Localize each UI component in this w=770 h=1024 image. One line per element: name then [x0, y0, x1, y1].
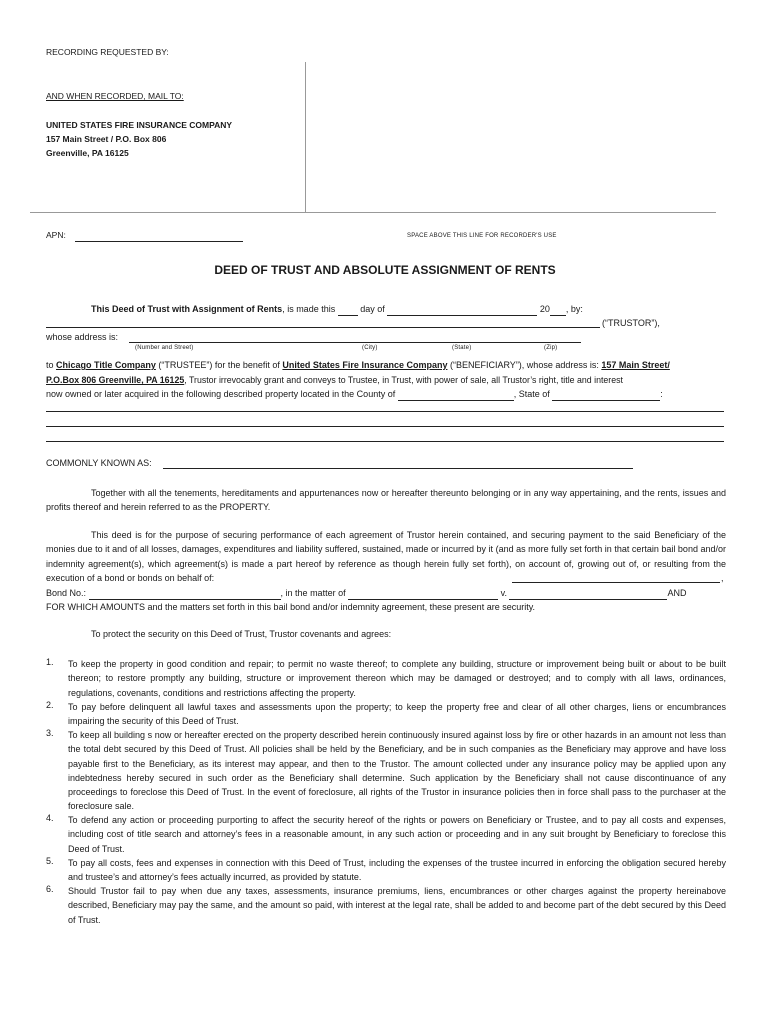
trustee-line-1	[46, 358, 726, 372]
covenant-number: 2.	[46, 700, 54, 710]
beneficiary-name: United States Fire Insurance Company	[282, 360, 448, 370]
defendant-field[interactable]	[509, 590, 667, 600]
trustee-mid-text: (“TRUSTEE”) for the benefit of	[155, 360, 283, 370]
recorder-line	[30, 212, 716, 213]
trustor-address-field[interactable]	[129, 342, 581, 343]
apn-field[interactable]	[75, 241, 243, 242]
covenant-number: 6.	[46, 884, 54, 894]
trustee-name: Chicago Title Company	[56, 360, 156, 370]
beneficiary-address-2: P.O.Box 806 Greenville, PA 16125	[46, 375, 185, 385]
covenant-text: To pay before delinquent all lawful taxes and assessments upon the property; to keep the property free and clear of all other charges, liens or encumbrances impairing the security of this Deed of Trust.	[68, 702, 726, 727]
county-text: now owned or later acquired in the following described property located in the County of	[46, 389, 396, 399]
beneficiary-mid-text: (“BENEFICIARY”), whose address is:	[447, 360, 602, 370]
day-field[interactable]	[338, 306, 358, 316]
month-field[interactable]	[387, 306, 537, 316]
covenant-text: Should Trustor fail to pay when due any taxes, assessments, insurance premiums, liens, encumbrances or other charges against the property hereinabove described, Beneficiary may pay the same, and the amount so paid, with interest at the legal rate, shall be added to and become part of the debt secured by this Deed of Trust.	[68, 886, 726, 925]
caption-state: (State)	[452, 345, 472, 351]
year-field[interactable]	[550, 306, 566, 316]
trustee-line-2	[46, 373, 726, 387]
bond-no-label: Bond No.:	[46, 588, 87, 598]
caption-zip: (Zip)	[544, 345, 558, 351]
bond-no-field[interactable]	[89, 590, 281, 600]
covenant-number: 4.	[46, 813, 54, 823]
grant-text: , Trustor irrevocably grant and conveys to Trustee, in Trust, with power of sale, all Trustor’s right, title and interest	[184, 375, 623, 385]
mail-address-line2: 157 Main Street / P.O. Box 806	[46, 134, 167, 144]
document-title: DEED OF TRUST AND ABSOLUTE ASSIGNMENT OF RENTS	[214, 263, 556, 277]
covenant-number: 3.	[46, 728, 54, 738]
in-matter-text: , in the matter of	[280, 588, 346, 598]
together-paragraph: Together with all the tenements, hereditaments and appurtenances now or hereafter thereunto belonging or in any way appertaining, and the rents, issues and profits thereof and herein referred to as the PROPERTY.	[46, 488, 726, 513]
covenant-text: To defend any action or proceeding purporting to affect the security hereof of the rights or powers on Beneficiary or Trustee, and to pay all costs and expenses, including cost of title search and attorney’s fees in a reasonable amount, in any such action or proceeding and in any suit brought by Beneficiary to foreclose this Deed of Trust.	[68, 815, 726, 854]
purpose-paragraph: This deed is for the purpose of securing performance of each agreement of Trustor herein contained, and securing payment to the said Beneficiary of the monies due to it and of all losses, damages, expenditures and liability suffered, sustained, made or incurred by it (and as more fully set forth in that certain bail bond and/or indemnity agreement(s), which agreement(s) is made a part hereof by reference as though herein fully set forth), on account of, growing out of, or resulting from the execution of a bond or bonds on behalf of:	[46, 530, 726, 583]
for-which-amounts: FOR WHICH AMOUNTS and the matters set forth in this bail bond and/or indemnity agreement, these present are security.	[46, 602, 536, 612]
versus-text: v.	[500, 588, 507, 598]
recorder-space-label: SPACE ABOVE THIS LINE FOR RECORDER'S USE	[407, 233, 557, 239]
commonly-known-label: COMMONLY KNOWN AS:	[46, 458, 152, 468]
property-description-line-1[interactable]	[46, 411, 724, 412]
mail-to-label: AND WHEN RECORDED, MAIL TO:	[46, 91, 184, 101]
header-divider-vertical	[305, 62, 306, 212]
state-field[interactable]	[552, 391, 660, 401]
property-description-line-3[interactable]	[46, 441, 724, 442]
trustor-name-field[interactable]	[46, 327, 600, 328]
bond-principal-field[interactable]	[512, 582, 720, 583]
and-text: AND	[667, 588, 687, 598]
mail-address-line1: UNITED STATES FIRE INSURANCE COMPANY	[46, 120, 233, 130]
intro-by: , by:	[565, 304, 583, 314]
covenant-text: To keep the property in good condition and repair; to permit no waste thereof; to complete any building, structure or improvement being built or about to be built thereon; to restore promptly any building, structure or improvement thereon which may be damaged or destroyed; and to comply with all laws, ordinances, regulations, covenants, conditions and restrictions affecting the property.	[68, 659, 726, 698]
intro-year: 20	[539, 304, 550, 314]
beneficiary-address-1: 157 Main Street/	[601, 360, 670, 370]
apn-label: APN:	[46, 230, 66, 240]
trustor-label: (“TRUSTOR”),	[602, 318, 660, 328]
property-description-line-2[interactable]	[46, 426, 724, 427]
mail-address-line3: Greenville, PA 16125	[46, 148, 129, 158]
county-field[interactable]	[398, 391, 514, 401]
covenant-text: To pay all costs, fees and expenses in connection with this Deed of Trust, including the expenses of the trustee incurred in enforcing the obligation secured hereby and trustee’s and attorney’s fees actually incurred, as provided by statute.	[68, 858, 726, 883]
bond-line	[46, 586, 726, 600]
trustee-line-3	[46, 387, 726, 401]
state-of-text: , State of	[513, 389, 550, 399]
intro-day-of: day of	[360, 304, 385, 314]
covenant-number: 5.	[46, 856, 54, 866]
purpose-comma: ,	[721, 573, 724, 583]
plaintiff-field[interactable]	[348, 590, 498, 600]
intro-lead: This Deed of Trust with Assignment of Rents	[91, 304, 283, 314]
colon-text: :	[660, 389, 663, 399]
recording-requested-label: RECORDING REQUESTED BY:	[46, 47, 169, 57]
covenants-intro: To protect the security on this Deed of Trust, Trustor covenants and agrees:	[91, 629, 392, 639]
whose-address-label: whose address is:	[46, 332, 119, 342]
covenant-text: To keep all building s now or hereafter erected on the property described herein continuously insured against loss by fire or other hazards in an amount not less than the total debt secured by this Deed of Trust. All policies shall be held by the Beneficiary, and be in such companies as the Beneficiary may approve and have loss payable first to the Beneficiary, as its interest may appear, and then to the Trustor. The amount collected under any insurance policy may be applied upon any indebtedness hereby secured in such order as the Beneficiary shall determine. Such application by the Beneficiary shall not cause discontinuance of any proceedings to foreclose this Deed of Trust. In the event of foreclosure, all rights of the Trustor in insurance policies then in force shall pass to the purchaser at the foreclosure sale.	[68, 730, 726, 812]
intro-line	[91, 302, 770, 316]
caption-number-street: (Number and Street)	[135, 345, 194, 351]
caption-city: (City)	[362, 345, 378, 351]
commonly-known-field[interactable]	[163, 468, 633, 469]
intro-made-this: , is made this	[282, 304, 336, 314]
covenant-number: 1.	[46, 657, 54, 667]
to-text: to	[46, 360, 57, 370]
